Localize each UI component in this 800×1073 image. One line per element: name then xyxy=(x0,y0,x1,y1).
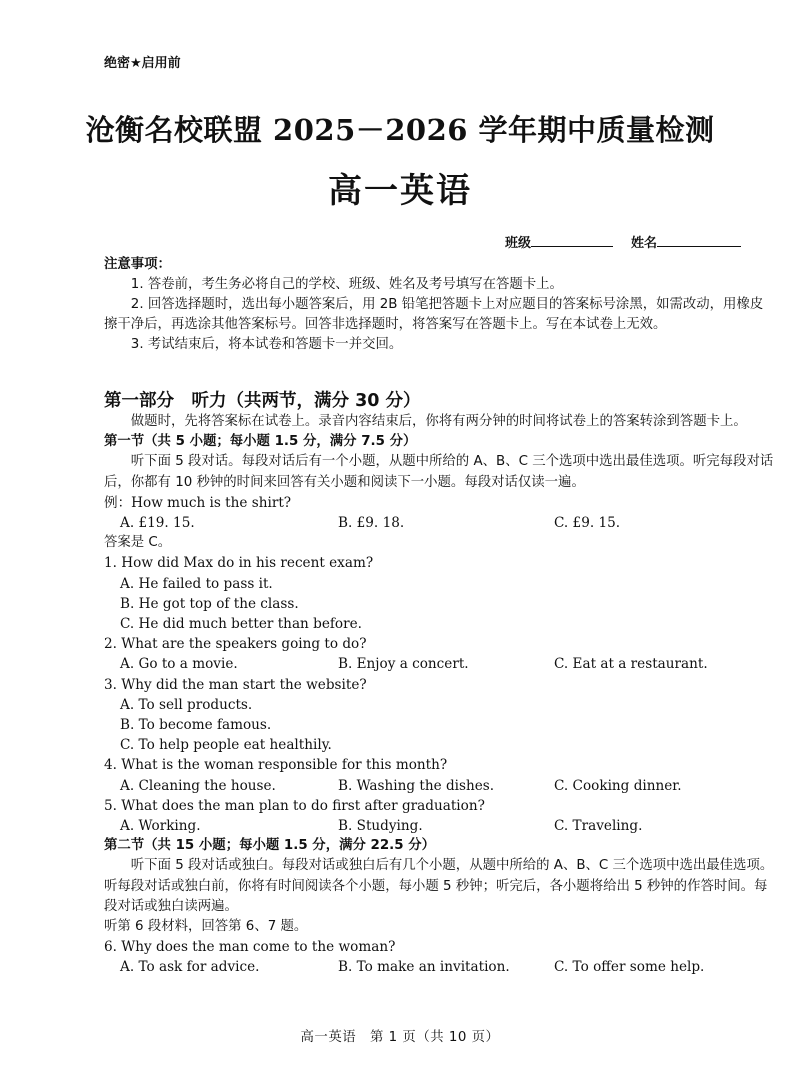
question-4-options xyxy=(104,776,774,796)
part1-intro: 做题时，先将答案标在试卷上。录音内容结束后，你将有两分钟的时间将试卷上的答案转涂到答题卡上。 xyxy=(130,414,747,429)
class-blank xyxy=(531,234,613,247)
question-1: 1. How did Max do in his recent exam? xyxy=(104,555,374,572)
question-6: 6. Why does the man come to the woman? xyxy=(104,939,396,956)
name-label: 姓名 xyxy=(631,236,658,251)
name-blank xyxy=(657,234,741,247)
option-c: C. Traveling. xyxy=(554,818,643,835)
option-c: C. Cooking dinner. xyxy=(554,777,682,794)
question-6-options xyxy=(104,957,774,977)
option-a: A. To sell products. xyxy=(120,696,253,713)
note-item: 2. 回答选择题时，选出每小题答案后，用 2B 铅笔把答题卡上对应题目的答案标号涂黑，如需改动，用橡皮擦干净后，再选涂其他答案标号。回答非选择题时，将答案写在答题卡上。写在本试卷上无效。 xyxy=(104,297,764,332)
note-item: 1. 答卷前，考生务必将自己的学校、班级、姓名及考号填写在答题卡上。 xyxy=(130,277,563,292)
class-label: 班级 xyxy=(505,236,532,251)
notes-block xyxy=(104,255,772,355)
question-5-options xyxy=(104,816,774,836)
option-b: B. £9. 18. xyxy=(338,515,405,532)
section2-intro: 听下面 5 段对话或独白。每段对话或独白后有几个小题，从题中所给的 A、B、C 三个选项中选出最佳选项。听每段对话或独白前，你将有时间阅读各个小题，每小题 5 秒钟；听完后，各小题将给出 5 秒钟的作答时间。每段对话或独白读两遍。 xyxy=(104,858,774,914)
note-item: 3. 考试结束后，将本试卷和答题卡一并交回。 xyxy=(130,337,403,352)
option-a: A. Go to a movie. xyxy=(120,656,238,673)
option-c: C. To offer some help. xyxy=(554,959,705,976)
student-info-row xyxy=(505,232,741,251)
option-b: B. To make an invitation. xyxy=(338,959,510,976)
option-a: A. He failed to pass it. xyxy=(120,575,273,592)
option-b: B. Washing the dishes. xyxy=(338,777,495,794)
page-footer: 高一英语 第 1 页（共 10 页） xyxy=(300,1030,500,1045)
option-a: A. Cleaning the house. xyxy=(120,777,276,794)
question-3: 3. Why did the man start the website? xyxy=(104,676,367,693)
section1-title: 第一节（共 5 小题；每小题 1.5 分，满分 7.5 分） xyxy=(104,434,417,450)
option-b: B. Enjoy a concert. xyxy=(338,656,469,673)
section1-intro: 听下面 5 段对话。每段对话后有一个小题，从题中所给的 A、B、C 三个选项中选出最佳选项。听完每段对话后，你都有 10 秒钟的时间来回答有关小题和阅读下一小题。每段对话仅读一遍。 xyxy=(104,454,774,490)
question-2-options xyxy=(104,654,774,674)
option-a: A. £19. 15. xyxy=(120,515,195,532)
option-b: B. To become famous. xyxy=(120,717,272,734)
option-a: A. To ask for advice. xyxy=(120,959,260,976)
secret-label: 绝密★启用前 xyxy=(104,56,181,71)
notes-heading: 注意事项： xyxy=(104,257,171,272)
question-5: 5. What does the man plan to do first after graduation? xyxy=(104,797,485,814)
example-question: 例：How much is the shirt? xyxy=(104,494,292,511)
part1-title: 第一部分 听力（共两节，满分 30 分） xyxy=(104,391,421,411)
option-b: B. He got top of the class. xyxy=(120,595,299,612)
question-4: 4. What is the woman responsible for this month? xyxy=(104,757,448,774)
question-2: 2. What are the speakers going to do? xyxy=(104,636,367,653)
option-a: A. Working. xyxy=(120,818,201,835)
option-c: C. He did much better than before. xyxy=(120,616,362,633)
material-instruction: 听第 6 段材料，回答第 6、7 题。 xyxy=(104,919,308,935)
subject-title: 高一英语 xyxy=(328,171,472,211)
option-b: B. Studying. xyxy=(338,818,423,835)
option-c: C. To help people eat healthily. xyxy=(120,737,332,754)
section2-title: 第二节（共 15 小题；每小题 1.5 分，满分 22.5 分） xyxy=(104,838,436,854)
example-options xyxy=(104,513,774,533)
exam-title: 沧衡名校联盟 2025－2026 学年期中质量检测 xyxy=(85,113,715,147)
option-c: C. Eat at a restaurant. xyxy=(554,656,708,673)
example-answer: 答案是 C。 xyxy=(104,535,172,551)
option-c: C. £9. 15. xyxy=(554,515,621,532)
listening-body xyxy=(104,412,774,978)
